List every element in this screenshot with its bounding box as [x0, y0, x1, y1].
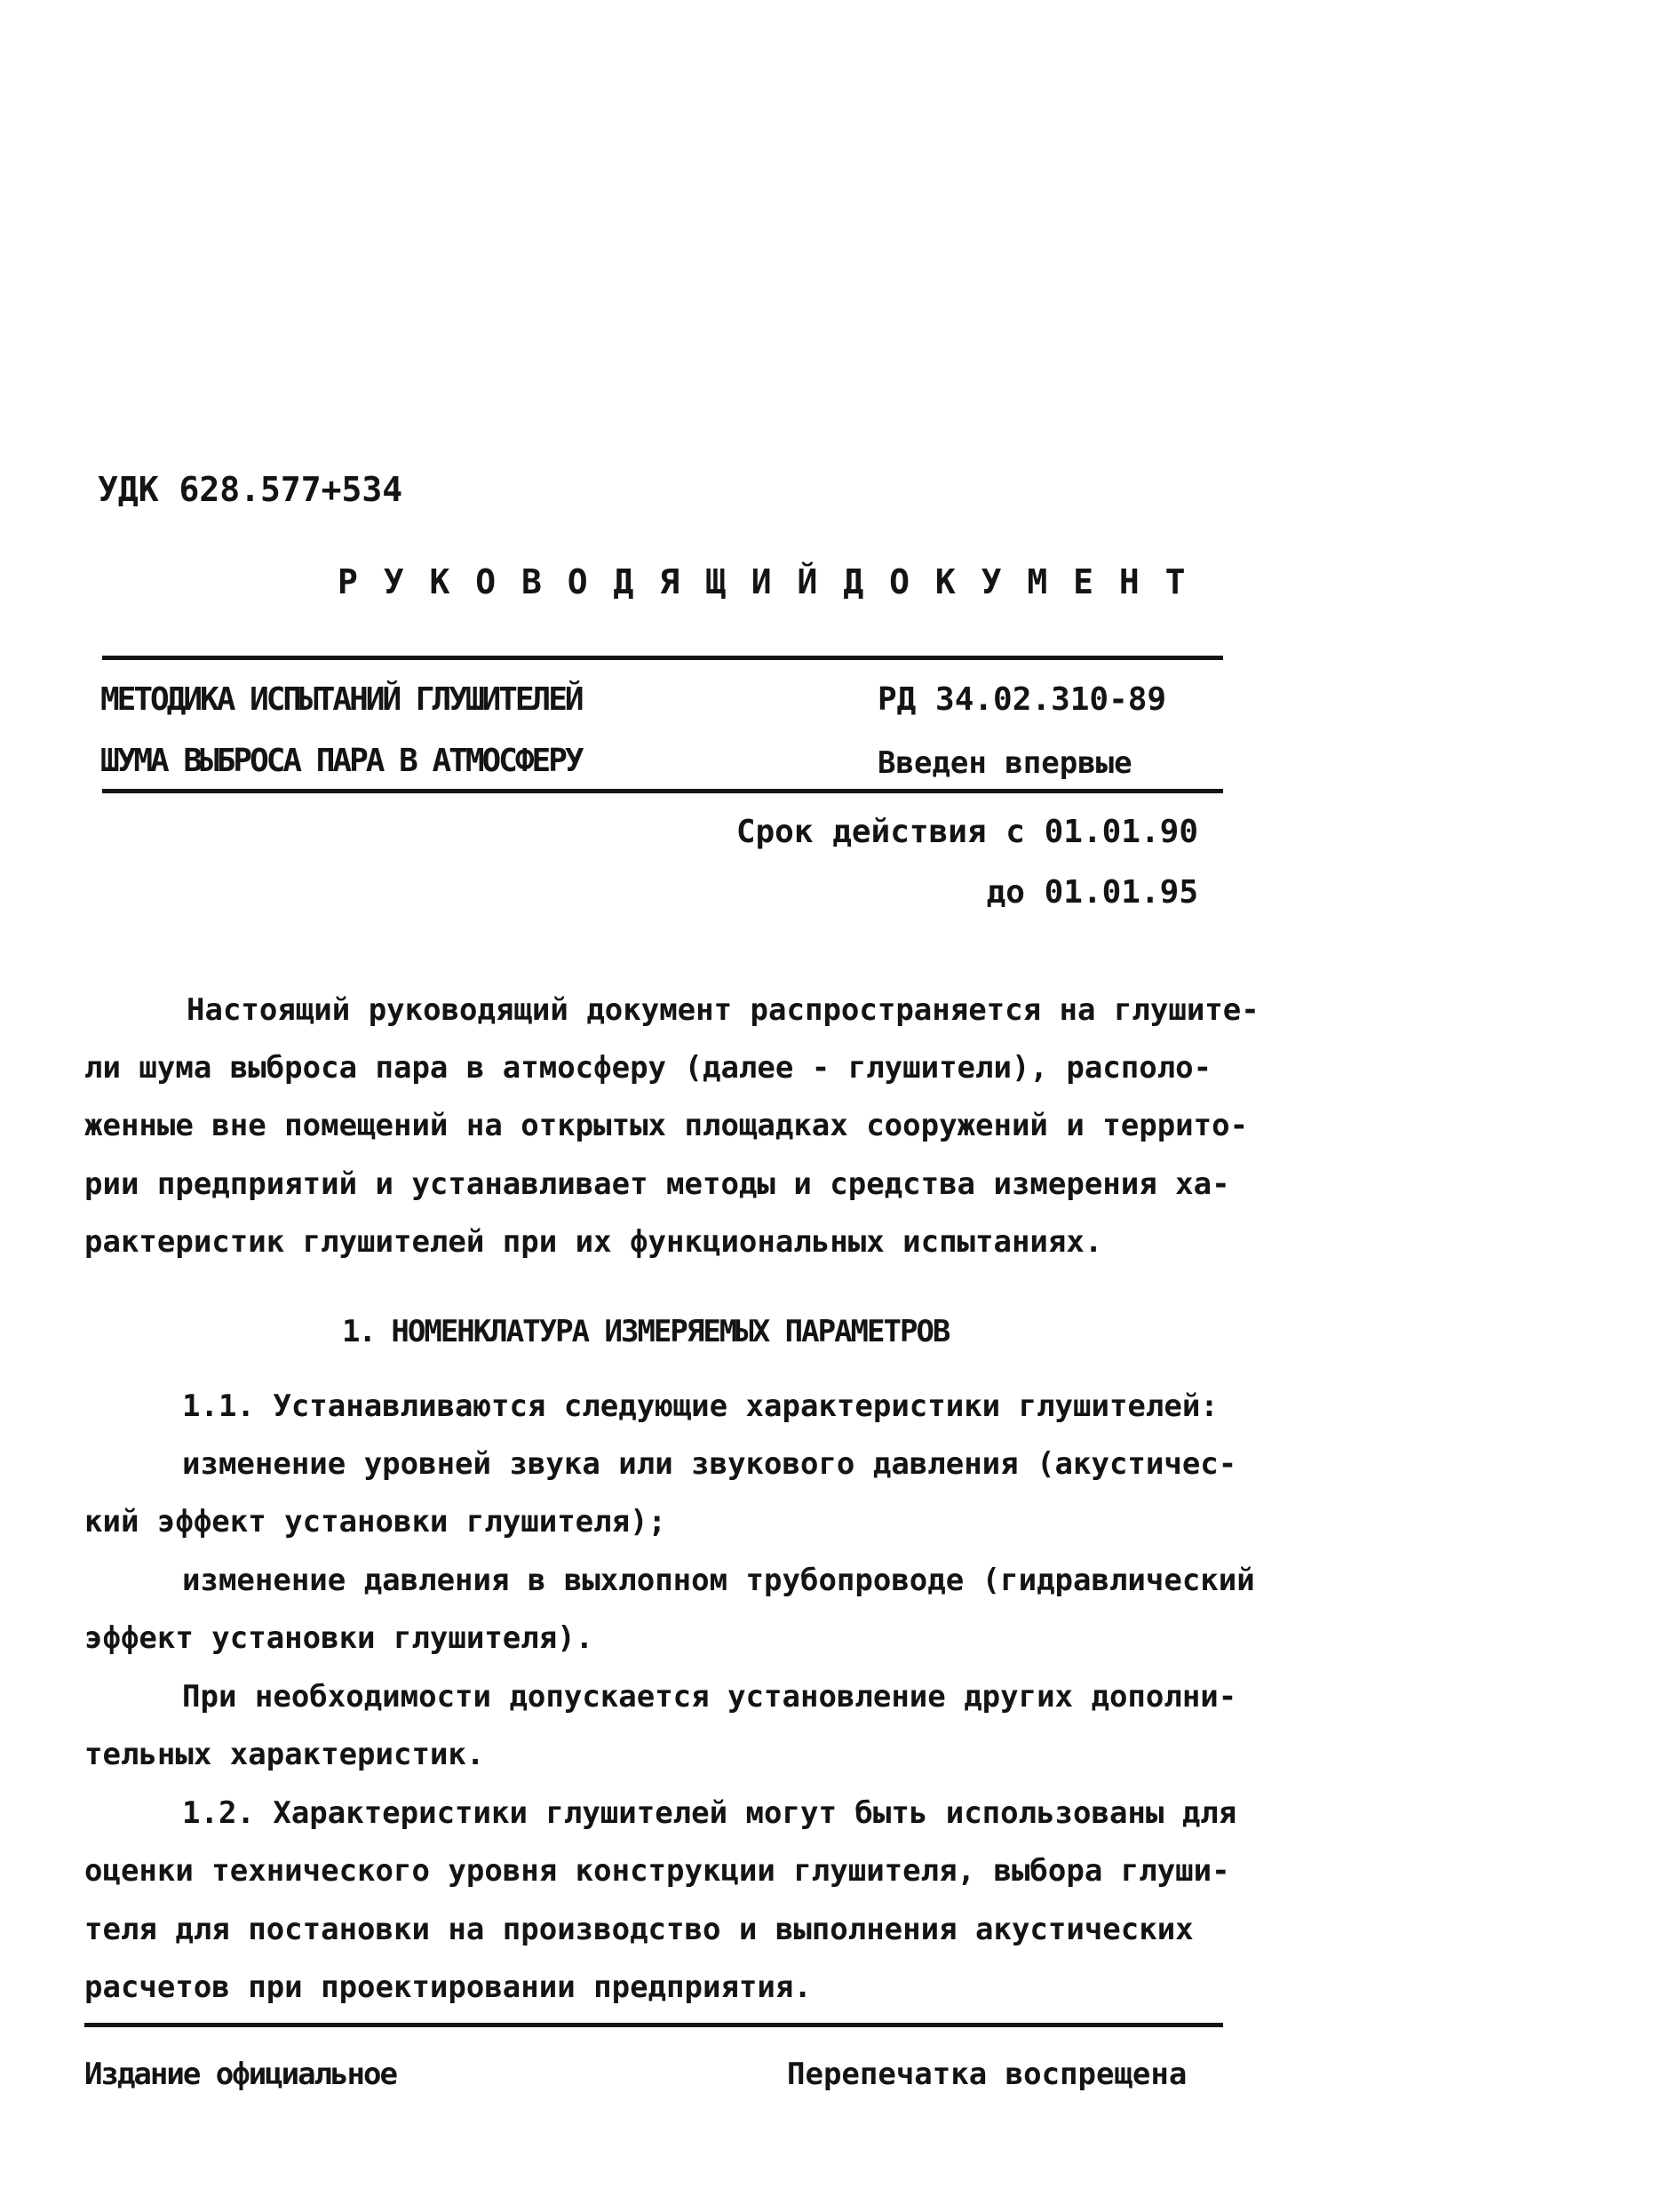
intro-line: рактеристик глушителей при их функциональных испытаниях. [84, 1224, 1103, 1260]
section-line: расчетов при проектировании предприятия. [84, 1969, 812, 2005]
section-line: изменение давления в выхлопном трубопроводе (гидравлический [182, 1563, 1255, 1598]
document-title-line-2: ШУМА ВЫБРОСА ПАРА В АТМОСФЕРУ [100, 743, 582, 779]
intro-paragraph [84, 991, 1260, 1276]
section-line: кий эффект установки глушителя); [84, 1504, 667, 1540]
intro-line: ли шума выброса пара в атмосферу (далее - глушители), располо- [84, 1050, 1212, 1086]
header-top-rule [102, 656, 1223, 660]
section-line: 1.1. Устанавливаются следующие характеристики глушителей: [182, 1388, 1219, 1424]
intro-line: женные вне помещений на открытых площадках сооружений и террито- [84, 1108, 1249, 1143]
header-bottom-rule [102, 789, 1223, 793]
intro-line: Настоящий руководящий документ распространяется на глушите- [187, 992, 1260, 1028]
document-title-line-1: МЕТОДИКА ИСПЫТАНИЙ ГЛУШИТЕЛЕЙ [100, 681, 582, 718]
section-line: эффект установки глушителя). [84, 1620, 594, 1656]
introduced-note: Введен впервые [878, 745, 1132, 781]
document-type-heading: Р У К О В О Д Я Щ И Й Д О К У М Е Н Т [338, 562, 1188, 601]
validity-from: Срок действия с 01.01.90 [735, 814, 1198, 850]
validity-to: до 01.01.95 [986, 874, 1198, 911]
footer-rule [84, 2023, 1223, 2027]
section-line: При необходимости допускается установление других дополни- [182, 1679, 1237, 1715]
section-body [84, 1388, 1275, 2027]
udk-code: УДК 628.577+534 [98, 470, 403, 509]
intro-line: рии предприятий и устанавливает методы и средства измерения ха- [84, 1166, 1230, 1202]
section-line: оценки технического уровня конструкции глушителя, выбора глуши- [84, 1853, 1230, 1889]
section-line: изменение уровней звука или звукового давления (акустичес- [182, 1446, 1237, 1482]
section-line: 1.2. Характеристики глушителей могут быть использованы для [182, 1795, 1237, 1831]
footer-edition: Издание официальное [84, 2057, 396, 2092]
document-code: РД 34.02.310-89 [878, 681, 1167, 718]
section-title: 1. НОМЕНКЛАТУРА ИЗМЕРЯЕМЫХ ПАРАМЕТРОВ [342, 1314, 950, 1349]
footer-reprint-notice: Перепечатка воспрещена [787, 2057, 1188, 2092]
section-line: теля для постановки на производство и выполнения акустических [84, 1912, 1194, 1947]
section-line: тельных характеристик. [84, 1737, 485, 1772]
